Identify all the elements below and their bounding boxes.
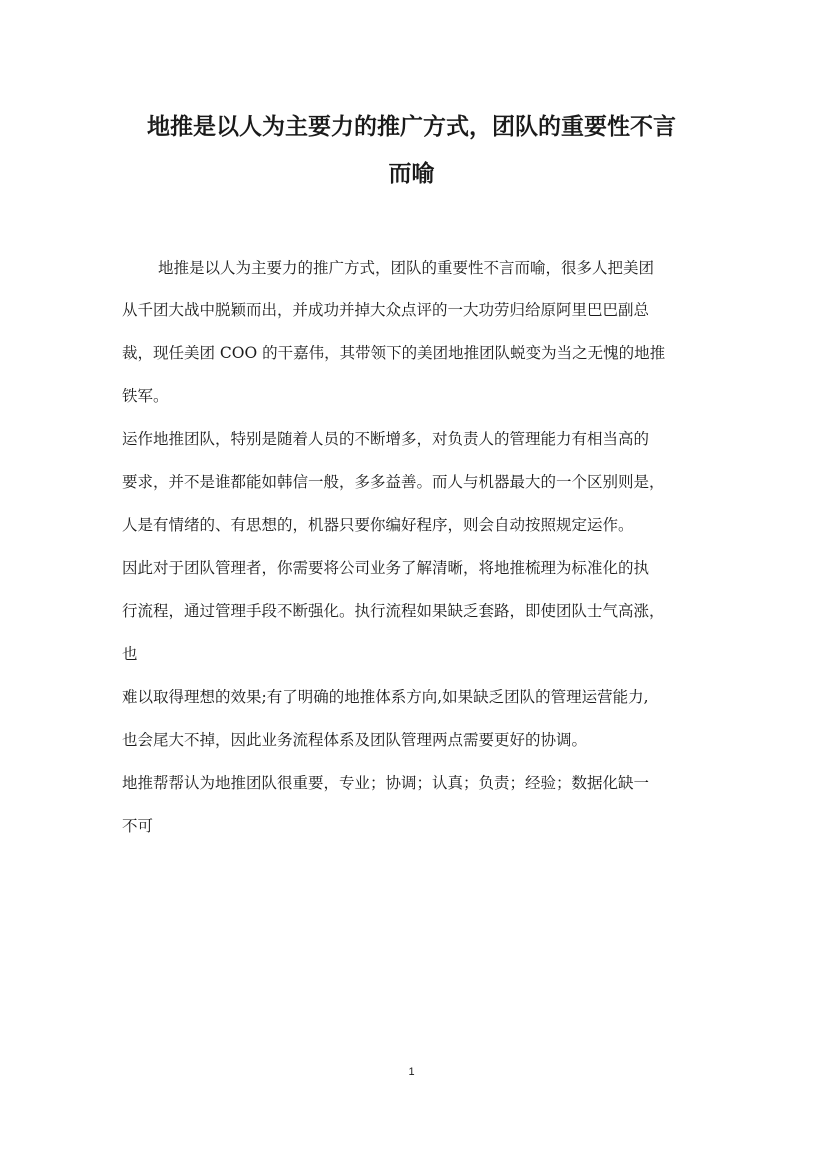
paragraph-line: 要求，并不是谁都能如韩信一般，多多益善。而人与机器最大的一个区别则是，	[122, 473, 665, 491]
paragraph-line: 不可	[122, 817, 154, 835]
paragraph-line: 铁军。	[122, 387, 169, 405]
paragraph-line: 运作地推团队，特别是随着人员的不断增多，对负责人的管理能力有相当高的	[122, 430, 650, 448]
paragraph-line: 裁，现任美团 COO 的干嘉伟，其带领下的美团地推团队蜕变为当之无愧的地推	[122, 344, 666, 362]
paragraph-line: 也	[122, 645, 138, 663]
paragraph-line: 从千团大战中脱颖而出，并成功并掉大众点评的一大功劳归给原阿里巴巴副总	[122, 301, 650, 319]
page-number: 1	[408, 1066, 415, 1078]
title-line: 地推是以人为主要力的推广方式，团队的重要性不言	[147, 113, 676, 140]
document-title	[100, 103, 723, 197]
paragraph-line: 也会尾大不掉，因此业务流程体系及团队管理两点需要更好的协调。	[122, 731, 588, 749]
paragraph-line: 地推是以人为主要力的推广方式，团队的重要性不言而喻，很多人把美团	[158, 259, 655, 277]
paragraph-line: 地推帮帮认为地推团队很重要，专业；协调；认真；负责；经验；数据化缺一	[122, 774, 650, 792]
paragraph-line: 难以取得理想的效果;有了明确的地推体系方向,如果缺乏团队的管理运营能力,	[122, 688, 649, 706]
paragraph-line: 人是有情绪的、有思想的，机器只要你编好程序，则会自动按照规定运作。	[122, 516, 634, 534]
paragraph-line: 行流程，通过管理手段不断强化。执行流程如果缺乏套路，即使团队士气高涨，	[122, 602, 665, 620]
title-line: 而喻	[388, 160, 435, 187]
paragraph-line: 因此对于团队管理者，你需要将公司业务了解清晰，将地推梳理为标准化的执	[122, 559, 650, 577]
